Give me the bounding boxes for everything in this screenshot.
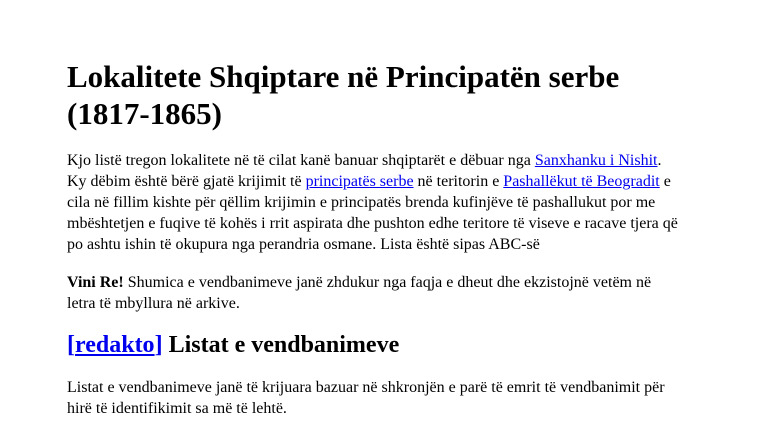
edit-bracket-open: [ (67, 332, 75, 358)
note-label: Vini Re! (67, 274, 124, 291)
intro-paragraph (67, 150, 682, 255)
intro-text-3: në teritorin e (413, 173, 504, 190)
link-principates-serbe[interactable]: principatës serbe (305, 173, 414, 190)
section-heading (67, 331, 682, 359)
intro-text-4: e cila në fillim kishte për qëllim krijimin e principatës brenda kufinjëve të pashallukut por me mbështetjen e fuqive të kohës i rrit aspirata dhe pushton edhe teritore të viseve e racave tjera që po ashtu ishin të okupura nga perandria osmane. Lista është sipas ABC-së (67, 173, 678, 253)
section-paragraph: Listat e vendbanimeve janë të krijuara bazuar në shkronjën e parë të emrit të vendbanimit për hirë të identifikimit sa më të lehtë. (67, 379, 665, 417)
link-sanxhanku-nishit[interactable]: Sanxhanku i Nishit (534, 152, 658, 169)
edit-bracket-close: ] (154, 332, 163, 358)
intro-text-1: Kjo listë tregon lokalitete në të cilat kanë banuar shqiptarët e dëbuar nga (67, 152, 535, 169)
page-title: Lokalitete Shqiptare në Principatën serbe (1817-1865) (67, 59, 620, 131)
link-pashallekut-beogradit[interactable]: Pashallëkut të Beogradit (503, 173, 660, 190)
edit-section-link[interactable]: redakto (75, 332, 155, 358)
article-content (67, 58, 682, 436)
intro-text-2: . Ky dëbim është bërë gjatë krijimit të (67, 152, 662, 190)
section-heading-text: Listat e vendbanimeve (162, 332, 400, 358)
note-paragraph (67, 272, 682, 314)
note-text: Shumica e vendbanimeve janë zhdukur nga faqja e dheut dhe ekzistojnë vetëm në letra të mbyllura në arkive. (67, 274, 652, 312)
